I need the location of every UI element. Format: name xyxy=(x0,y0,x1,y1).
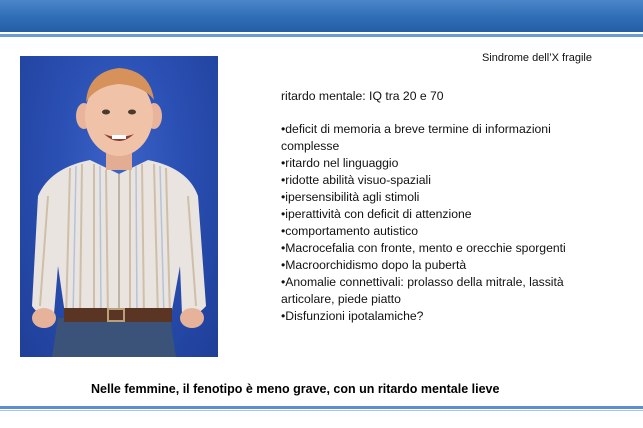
bullet-item: •ritardo nel linguaggio xyxy=(281,156,399,170)
bullet-item: •Anomalie connettivali: prolasso della mitrale, lassità articolare, piede piatto xyxy=(281,275,564,306)
bullet-item: •ridotte abilità visuo-spaziali xyxy=(281,173,431,187)
bullet-item: •comportamento autistico xyxy=(281,224,419,238)
bullet-item: •Macrocefalia con fronte, mento e orecchie sporgenti xyxy=(281,241,566,255)
footer-rule xyxy=(0,406,643,409)
header-bar xyxy=(0,0,643,32)
bullet-list xyxy=(281,121,581,325)
header-rule xyxy=(0,34,643,37)
bullet-item: •ipersensibilità agli stimoli xyxy=(281,190,420,204)
child-illustration xyxy=(20,56,218,357)
bullet-item: •Disfunzioni ipotalamiche? xyxy=(281,309,424,323)
bullet-item: •deficit di memoria a breve termine di informazioni complesse xyxy=(281,122,551,153)
lead-text: ritardo mentale: IQ tra 20 e 70 xyxy=(281,89,444,103)
bullet-item: •Macroorchidismo dopo la pubertà xyxy=(281,258,467,272)
child-photo xyxy=(20,56,218,357)
bullet-item: •iperattività con deficit di attenzione xyxy=(281,207,472,221)
content-block xyxy=(281,88,581,325)
slide-title: Sindrome dell’X fragile xyxy=(481,52,592,64)
footer-note: Nelle femmine, il fenotipo è meno grave, con un ritardo mentale lieve xyxy=(91,382,500,396)
footer-rule-thin xyxy=(0,410,643,411)
